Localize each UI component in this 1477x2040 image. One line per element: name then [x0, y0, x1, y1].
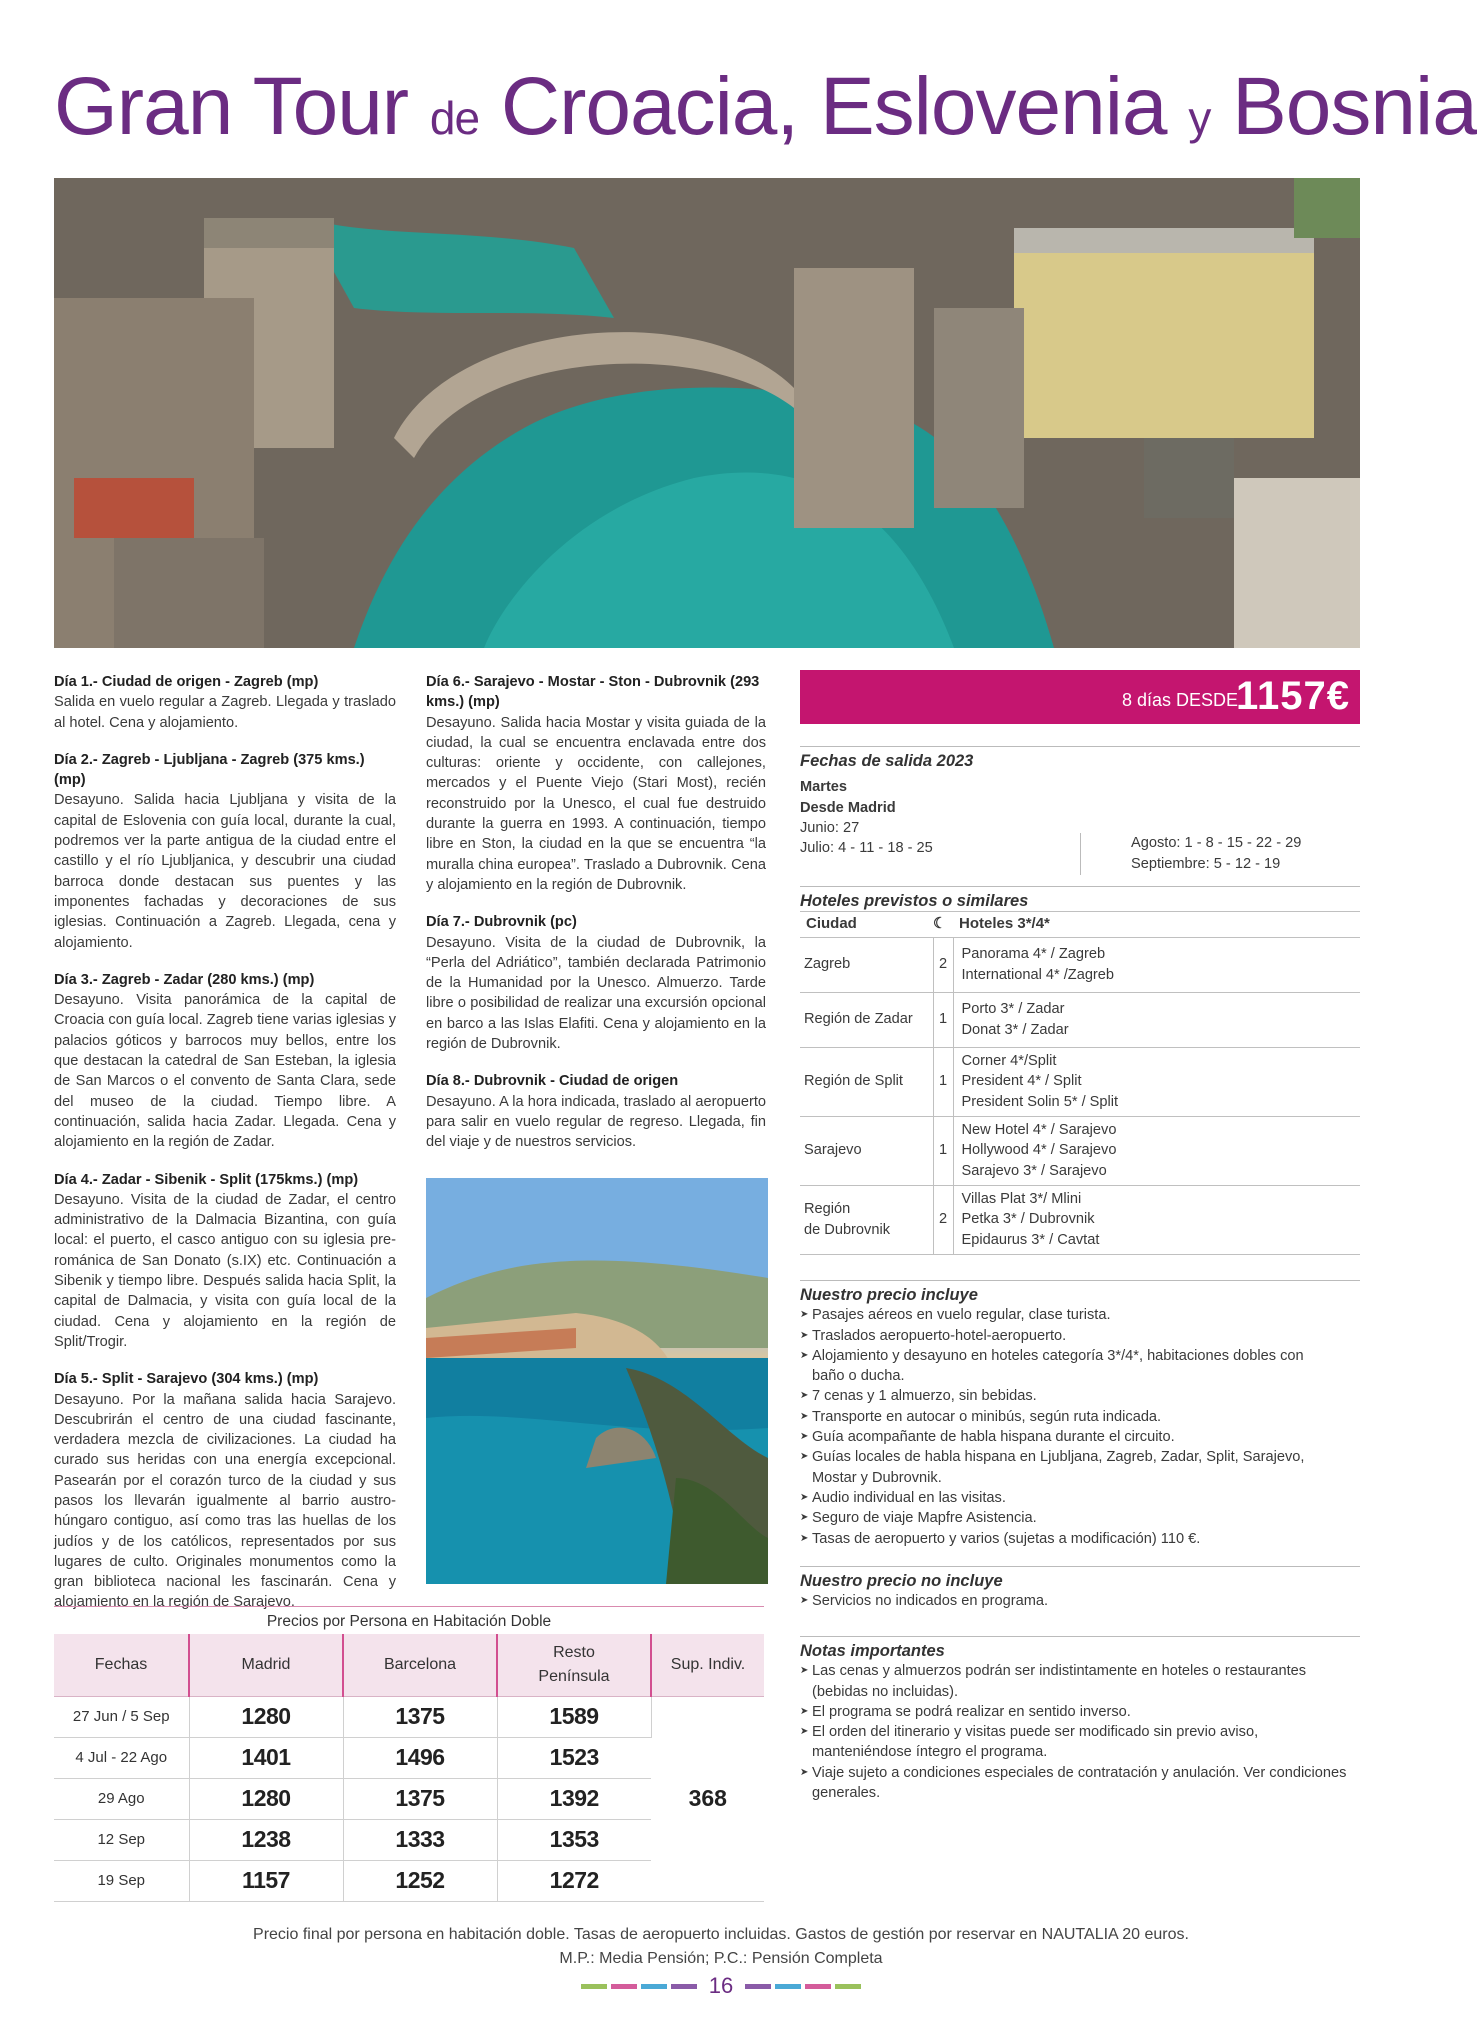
- itinerary-day-1: [54, 672, 396, 733]
- day-title: Día 5.- Split - Sarajevo (304 kms.) (mp): [54, 1371, 319, 1388]
- hotel-row: [800, 1047, 1360, 1116]
- hotel-name: Petka 3* / Dubrovnik: [961, 1211, 1095, 1228]
- hotels-title: Hoteles previstos o similares: [800, 892, 1029, 910]
- decor-segment: [745, 1984, 771, 1989]
- excludes-section: [800, 1566, 1360, 1612]
- departures-title: Fechas de salida 2023: [800, 752, 974, 770]
- price-sup-indiv: 368: [651, 1696, 764, 1901]
- hotel-city: Región de Split: [800, 1047, 933, 1116]
- includes-item: ➤ Seguro de viaje Mapfre Asistencia.: [800, 1508, 1340, 1528]
- hotel-city: Zagreb: [800, 937, 933, 992]
- hotel-nights: 1: [933, 1047, 953, 1116]
- price-banner-amount: 1157€: [1235, 674, 1350, 718]
- itinerary-day-7: [426, 912, 766, 1054]
- hotel-city: Región de Dubrovnik: [800, 1185, 933, 1254]
- price-date: 12 Sep: [54, 1819, 189, 1860]
- itinerary-column-2: [426, 672, 766, 1170]
- includes-item: ➤ Guía acompañante de habla hispana durante el circuito.: [800, 1427, 1340, 1447]
- hero-photo-mostar-bridge: [54, 178, 1360, 648]
- hotel-name: Hollywood 4* / Sarajevo: [961, 1142, 1117, 1159]
- hotel-name: Sarajevo 3* / Sarajevo: [961, 1162, 1107, 1179]
- decor-segment: [805, 1984, 831, 1989]
- day-title: Día 6.- Sarajevo - Mostar - Ston - Dubrovnik (293 kms.) (mp): [426, 674, 760, 711]
- includes-item: ➤ Traslados aeropuerto-hotel-aeropuerto.: [800, 1326, 1340, 1346]
- hotels-header-hotels: Hoteles 3*/4*: [953, 912, 1360, 937]
- moon-icon: ☾: [933, 912, 953, 937]
- price-banner-days: 8 días DESDE: [1121, 690, 1238, 710]
- departure-line: Agosto: 1 - 8 - 15 - 22 - 29: [1131, 835, 1302, 852]
- hotels-header-city: Ciudad: [800, 912, 933, 937]
- prices-header: Barcelona: [343, 1634, 497, 1696]
- hotel-row: [800, 1185, 1360, 1254]
- prices-title: Precios por Persona en Habitación Doble: [54, 1606, 764, 1631]
- price-madrid: 1157: [189, 1860, 343, 1901]
- itinerary-day-8: [426, 1071, 766, 1152]
- departure-line: Septiembre: 5 - 12 - 19: [1131, 855, 1281, 872]
- decor-segment: [775, 1984, 801, 1989]
- hotel-name: President Solin 5* / Split: [961, 1093, 1119, 1110]
- day-title: Día 8.- Dubrovnik - Ciudad de origen: [426, 1073, 679, 1090]
- notes-title: Notas importantes: [800, 1642, 945, 1660]
- page-number-bar: [0, 1973, 1442, 1999]
- price-madrid: 1238: [189, 1819, 343, 1860]
- includes-item: ➤ Alojamiento y desayuno en hoteles categoría 3*/4*, habitaciones dobles con baño o ducha.: [800, 1346, 1340, 1387]
- price-date: 19 Sep: [54, 1860, 189, 1901]
- price-barcelona: 1496: [343, 1737, 497, 1778]
- includes-item: ➤ Tasas de aeropuerto y varios (sujetas a modificación) 110 €.: [800, 1529, 1340, 1549]
- day-body: Desayuno. Visita de la ciudad de Dubrovnik, la “Perla del Adriático”, también declarada Patrimonio de la Humanidad por la Unesco. Almuerzo. Tarde libre o posibilidad de realizar una excursión opcional en barco a las Islas Elafiti. Cena y alojamiento en la región de Dubrovnik.: [426, 934, 766, 1053]
- excludes-title: Nuestro precio no incluye: [800, 1572, 1003, 1590]
- price-date: 27 Jun / 5 Sep: [54, 1696, 189, 1737]
- hotel-name: New Hotel 4* / Sarajevo: [961, 1122, 1117, 1139]
- hotel-nights: 1: [933, 1116, 953, 1185]
- itinerary-day-4: [54, 1170, 396, 1353]
- excludes-item: ➤ Servicios no indicados en programa.: [800, 1591, 1360, 1611]
- includes-item: ➤ Audio individual en las visitas.: [800, 1488, 1340, 1508]
- price-row: [54, 1696, 764, 1737]
- includes-section: [800, 1280, 1360, 1549]
- hotel-name: President 4* / Split: [961, 1073, 1082, 1090]
- day-title: Día 3.- Zagreb - Zadar (280 kms.) (mp): [54, 971, 315, 988]
- decor-segment: [641, 1984, 667, 1989]
- price-resto: 1272: [497, 1860, 651, 1901]
- price-barcelona: 1375: [343, 1778, 497, 1819]
- notes-section: [800, 1636, 1360, 1803]
- hotel-nights: 1: [933, 992, 953, 1047]
- day-body: Desayuno. Visita de la ciudad de Zadar, el centro administrativo de la Dalmacia Bizantina, con guía local: el puerto, el casco antiguo con su iglesia pre-románica de San Donato (s.IX) etc. Continuación a Sibenik y tiempo libre. Después salida hacia Split, la capital de Dalmacia, y visita con guía local de la ciudad. Cena y alojamiento en la región de Split/Trogir.: [54, 1191, 396, 1350]
- price-resto: 1353: [497, 1819, 651, 1860]
- hotels-section: [800, 886, 1360, 1255]
- price-barcelona: 1252: [343, 1860, 497, 1901]
- itinerary-column-1: [54, 672, 396, 1630]
- departures-origin: Desde Madrid: [800, 799, 896, 816]
- price-madrid: 1280: [189, 1696, 343, 1737]
- prices-header: Madrid: [189, 1634, 343, 1696]
- departure-line: Julio: 4 - 11 - 18 - 25: [800, 840, 933, 857]
- hotel-name: Epidaurus 3* / Cavtat: [961, 1231, 1100, 1248]
- notes-item: ➤ El orden del itinerario y visitas puede ser modificado sin previo aviso, manteniéndose íntegro el programa.: [800, 1722, 1350, 1763]
- hotel-name: Corner 4*/Split: [961, 1053, 1057, 1070]
- prices-header: Resto Península: [497, 1634, 651, 1696]
- hotel-row: [800, 1116, 1360, 1185]
- price-date: 29 Ago: [54, 1778, 189, 1819]
- includes-item: ➤ Transporte en autocar o minibús, según ruta indicada.: [800, 1407, 1340, 1427]
- price-barcelona: 1333: [343, 1819, 497, 1860]
- notes-item: ➤ El programa se podrá realizar en sentido inverso.: [800, 1702, 1350, 1722]
- hotel-city: Región de Zadar: [800, 992, 933, 1047]
- decor-segment: [835, 1984, 861, 1989]
- price-barcelona: 1375: [343, 1696, 497, 1737]
- photo-dubrovnik-coast: [426, 1178, 768, 1584]
- hotel-row: [800, 992, 1360, 1047]
- price-madrid: 1280: [189, 1778, 343, 1819]
- hotel-name: Panorama 4* / Zagreb: [961, 946, 1106, 963]
- page-number: 16: [708, 1973, 734, 1998]
- price-resto: 1392: [497, 1778, 651, 1819]
- hotel-nights: 2: [933, 937, 953, 992]
- includes-item: ➤ Pasajes aéreos en vuelo regular, clase turista.: [800, 1305, 1340, 1325]
- departures-section: [800, 746, 1360, 875]
- page-title: Gran Tour de Croacia, Eslovenia y Bosnia: [54, 61, 1477, 152]
- day-body: Desayuno. Visita panorámica de la capital de Croacia con guía local. Zagreb tiene varias iglesias y palacios góticos y barrocos muy bellos, entre los que destacan la catedral de San Esteban, la iglesia de San Marcos o el convento de Santa Clara, sede del museo de la ciudad. Tiempo libre. A continuación, salida hacia Zadar. Llegada. Cena y alojamiento en la región de Zadar.: [54, 992, 396, 1151]
- day-body: Salida en vuelo regular a Zagreb. Llegada y traslado al hotel. Cena y alojamiento.: [54, 694, 396, 731]
- notes-item: ➤ Viaje sujeto a condiciones especiales de contratación y anulación. Ver condiciones generales.: [800, 1763, 1350, 1804]
- prices-table: [54, 1634, 764, 1902]
- decor-segment: [581, 1984, 607, 1989]
- notes-item: ➤ Las cenas y almuerzos podrán ser indistintamente en hoteles o restaurantes (bebidas no incluidas).: [800, 1661, 1350, 1702]
- footer-legend: M.P.: Media Pensión; P.C.: Pensión Completa: [559, 1950, 883, 1967]
- includes-title: Nuestro precio incluye: [800, 1286, 978, 1304]
- hotel-name: International 4* /Zagreb: [961, 966, 1115, 983]
- includes-item: ➤ 7 cenas y 1 almuerzo, sin bebidas.: [800, 1386, 1340, 1406]
- hotels-table: [800, 911, 1360, 1254]
- price-madrid: 1401: [189, 1737, 343, 1778]
- hotel-nights: 2: [933, 1185, 953, 1254]
- departure-line: Junio: 27: [800, 819, 860, 836]
- price-resto: 1523: [497, 1737, 651, 1778]
- includes-item: ➤ Guías locales de habla hispana en Ljubljana, Zagreb, Zadar, Split, Sarajevo, Mostar y Dubrovnik.: [800, 1447, 1340, 1488]
- itinerary-day-2: [54, 750, 396, 953]
- decor-segment: [671, 1984, 697, 1989]
- footer-note: Precio final por persona en habitación doble. Tasas de aeropuerto incluidas. Gastos de gestión por reservar en NAUTALIA 20 euros.: [253, 1926, 1189, 1943]
- hotel-name: Donat 3* / Zadar: [961, 1021, 1069, 1038]
- day-body: Desayuno. Salida hacia Mostar y visita guiada de la ciudad, la cual se encuentra enclavada entre dos culturas: oriente y occidente, con callejones, mercados y el Puente Viejo (Stari Most), recién reconstruido por la Unesco, el cual fue destruido durante la guerra en 1993. A continuación, tiempo libre en Ston, la ciudad en la que se encuentra “la muralla china europea”. Traslado a Dubrovnik. Cena y alojamiento en la región de Dubrovnik.: [426, 714, 766, 893]
- hotel-name: Porto 3* / Zadar: [961, 1001, 1065, 1018]
- hotel-name: Villas Plat 3*/ Mlini: [961, 1191, 1082, 1208]
- itinerary-day-3: [54, 970, 396, 1153]
- day-title: Día 2.- Zagreb - Ljubljana - Zagreb (375 kms.) (mp): [54, 751, 365, 789]
- hotel-row: [800, 937, 1360, 992]
- prices-header: Fechas: [54, 1634, 189, 1696]
- price-banner: [800, 670, 1360, 724]
- price-date: 4 Jul - 22 Ago: [54, 1737, 189, 1778]
- day-title: Día 7.- Dubrovnik (pc): [426, 914, 577, 931]
- hotel-city: Sarajevo: [800, 1116, 933, 1185]
- prices-header: Sup. Indiv.: [651, 1634, 764, 1696]
- day-body: Desayuno. Por la mañana salida hacia Sarajevo. Descubrirán el centro de una ciudad fascinante, verdadera mezcla de civilizaciones. La ciudad ha curado sus heridas con una energía excepcional. Pasearán por el corazón turco de la ciudad y sus pasos los llevarán igualmente al barrio austro-húngaro contiguo, así como tras las huellas de los judíos y de los católicos, representados por sus lugares de culto. Originales monumentos como la gran biblioteca nacional les fascinarán. Cena y alojamiento en la región de Sarajevo.: [54, 1391, 396, 1611]
- day-body: Desayuno. A la hora indicada, traslado al aeropuerto para salir en vuelo regular de regreso. Llegada, fin del viaje y de nuestros servicios.: [426, 1093, 766, 1151]
- itinerary-day-6: [426, 672, 766, 895]
- decor-segment: [611, 1984, 637, 1989]
- itinerary-day-5: [54, 1369, 396, 1613]
- departures-weekday: Martes: [800, 779, 848, 796]
- day-title: Día 4.- Zadar - Sibenik - Split (175kms.) (mp): [54, 1171, 359, 1188]
- day-body: Desayuno. Salida hacia Ljubljana y visita de la capital de Eslovenia con guía local, durante la cual, podremos ver la parte antigua de la ciudad entre el castillo y el río Ljubljanica, y descubrir una ciudad barroca donde destacan sus puentes y las imponentes fachadas y decoraciones de sus iglesias. Continuación a Zagreb. Llegada, cena y alojamiento.: [54, 792, 396, 951]
- price-resto: 1589: [497, 1696, 651, 1737]
- day-title: Día 1.- Ciudad de origen - Zagreb (mp): [54, 674, 319, 690]
